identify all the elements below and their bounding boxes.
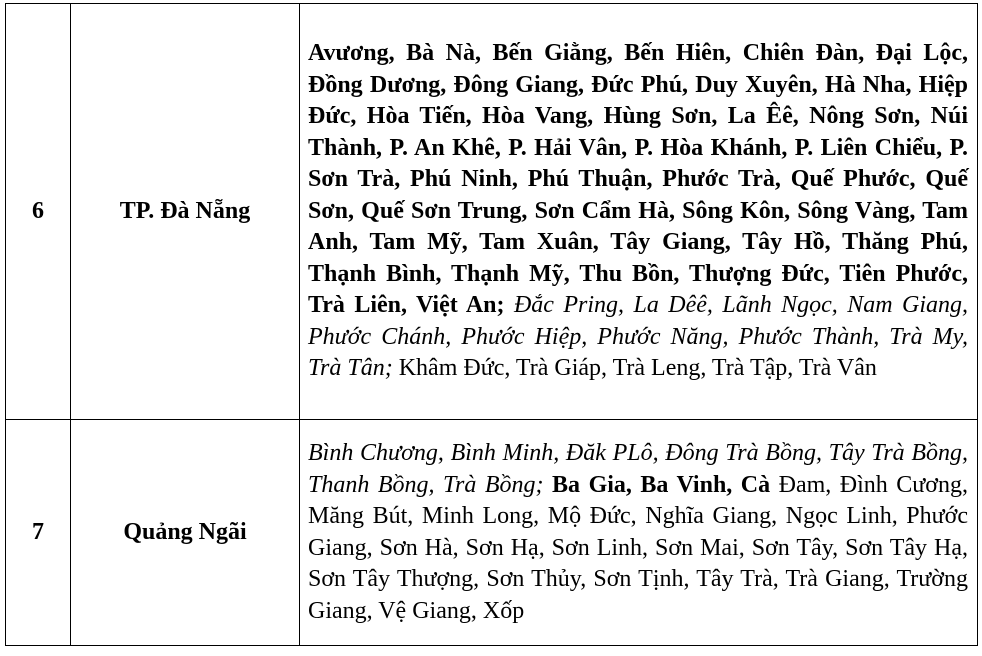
province-name: TP. Đà Nẵng [71, 4, 300, 420]
bold-communes: Avương, Bà Nà, Bến Giằng, Bến Hiên, Chiên Đàn, Đại Lộc, Đồng Dương, Đông Giang, Đức Phú, Duy Xuyên, Hà Nha, Hiệp Đức, Hòa Tiến, Hòa Vang, Hùng Sơn, La Êê, Nông Sơn, Núi Thành, P. An Khê, P. Hải Vân, P. Hòa Khánh, P. Liên Chiểu, P. Sơn Trà, Phú Ninh, Phú Thuận, Phước Trà, Quế Phước, Quế Sơn, Quế Sơn Trung, Sơn Cẩm Hà, Sông Kôn, Sông Vàng, Tam Anh, Tam Mỹ, Tam Xuân, Tây Giang, Tây Hồ, Thăng Phú, Thạnh Bình, Thạnh Mỹ, Thu Bồn, Thượng Đức, Tiên Phước, Trà Liên, Việt An; [308, 40, 968, 319]
commune-table [5, 3, 978, 646]
row-number: 7 [6, 420, 71, 646]
row-number: 6 [6, 4, 71, 420]
italic-communes: Đắc Pring, La Dêê, Lãnh Ngọc, Nam Giang, Phước Chánh, Phước Hiệp, Phước Năng, Phước Thành, Trà My, Trà Tân; [308, 292, 968, 382]
italic-communes: Bình Chương, Bình Minh, Đăk PLô, Đông Trà Bồng, Tây Trà Bồng, Thanh Bồng, Trà Bồng; [308, 440, 968, 498]
bold-communes: Ba Gia, Ba Vinh, Cà [543, 471, 771, 498]
commune-list [300, 420, 978, 646]
normal-communes: Khâm Đức, Trà Giáp, Trà Leng, Trà Tập, Trà Vân [392, 355, 877, 382]
table-row-7 [6, 420, 978, 646]
commune-list [300, 4, 978, 420]
table-row-6 [6, 4, 978, 420]
province-name: Quảng Ngãi [71, 420, 300, 646]
normal-communes: Đam, Đình Cương, Măng Bút, Minh Long, Mộ Đức, Nghĩa Giang, Ngọc Linh, Phước Giang, Sơn Hà, Sơn Hạ, Sơn Linh, Sơn Mai, Sơn Tây, Sơn Tây Hạ, Sơn Tây Thượng, Sơn Thủy, Sơn Tịnh, Tây Trà, Trà Giang, Trường Giang, Vệ Giang, Xốp [308, 471, 968, 624]
